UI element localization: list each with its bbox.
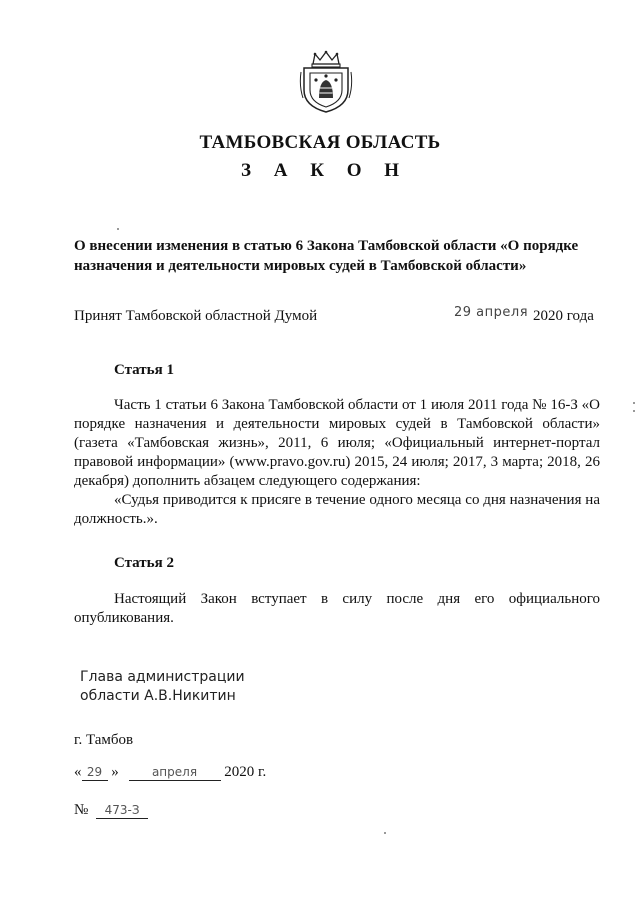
adoption-handwritten-date: 29 апреля <box>454 305 529 320</box>
signature-block <box>80 668 245 706</box>
adoption-statement: Принят Тамбовской областной Думой <box>74 308 318 324</box>
scan-speck <box>384 832 386 834</box>
scan-speck <box>633 410 635 412</box>
article-1-paragraph-1: Часть 1 статьи 6 Закона Тамбовской области от 1 июля 2011 года № 16-З «О порядке назначения и деятельности мировых судей в Тамбовской области» (газета «Тамбовская жизнь», 2011, 6 июля; «Официальный интернет-портал правовой информации» (www.pravo.gov.ru) 2015, 24 июля; 2017, 3 марта; 2018, 26 декабря) дополнить абзацем следующего содержания: <box>74 397 600 489</box>
date-month-handwritten: апреля <box>129 765 221 781</box>
article-2-body <box>74 590 600 628</box>
scan-speck <box>633 402 635 404</box>
signature-position: Глава администрации <box>80 669 245 685</box>
adoption-year: 2020 года <box>533 308 594 324</box>
date-open-quote: « <box>74 764 82 780</box>
article-2-paragraph-1: Настоящий Закон вступает в силу после дня его официального опубликования. <box>74 591 600 626</box>
place-of-signing: г. Тамбов <box>74 732 134 748</box>
document-type-heading: З А К О Н <box>240 160 409 181</box>
article-1-heading: Статья 1 <box>114 362 174 378</box>
date-day-handwritten: 29 <box>82 765 108 781</box>
signature-name: области А.В.Никитин <box>80 688 236 704</box>
law-number-handwritten: 473-З <box>96 803 148 819</box>
signing-date-line <box>74 764 266 781</box>
law-title: О внесении изменения в статью 6 Закона Тамбовской области «О порядке назначения и деятельности мировых судей в Тамбовской области» <box>74 238 579 274</box>
coat-of-arms-emblem <box>299 50 353 114</box>
law-number-line <box>74 802 148 819</box>
number-label: № <box>74 802 89 818</box>
scan-speck <box>117 228 119 230</box>
article-1-paragraph-2: «Судья приводится к присяге в течение одного месяца со дня назначения на должность.». <box>74 492 600 527</box>
region-heading: ТАМБОВСКАЯ ОБЛАСТЬ <box>199 132 441 153</box>
date-year: 2020 г. <box>224 764 267 780</box>
date-close-quote: » <box>111 764 119 780</box>
article-1-body <box>74 396 600 529</box>
article-2-heading: Статья 2 <box>114 555 174 571</box>
